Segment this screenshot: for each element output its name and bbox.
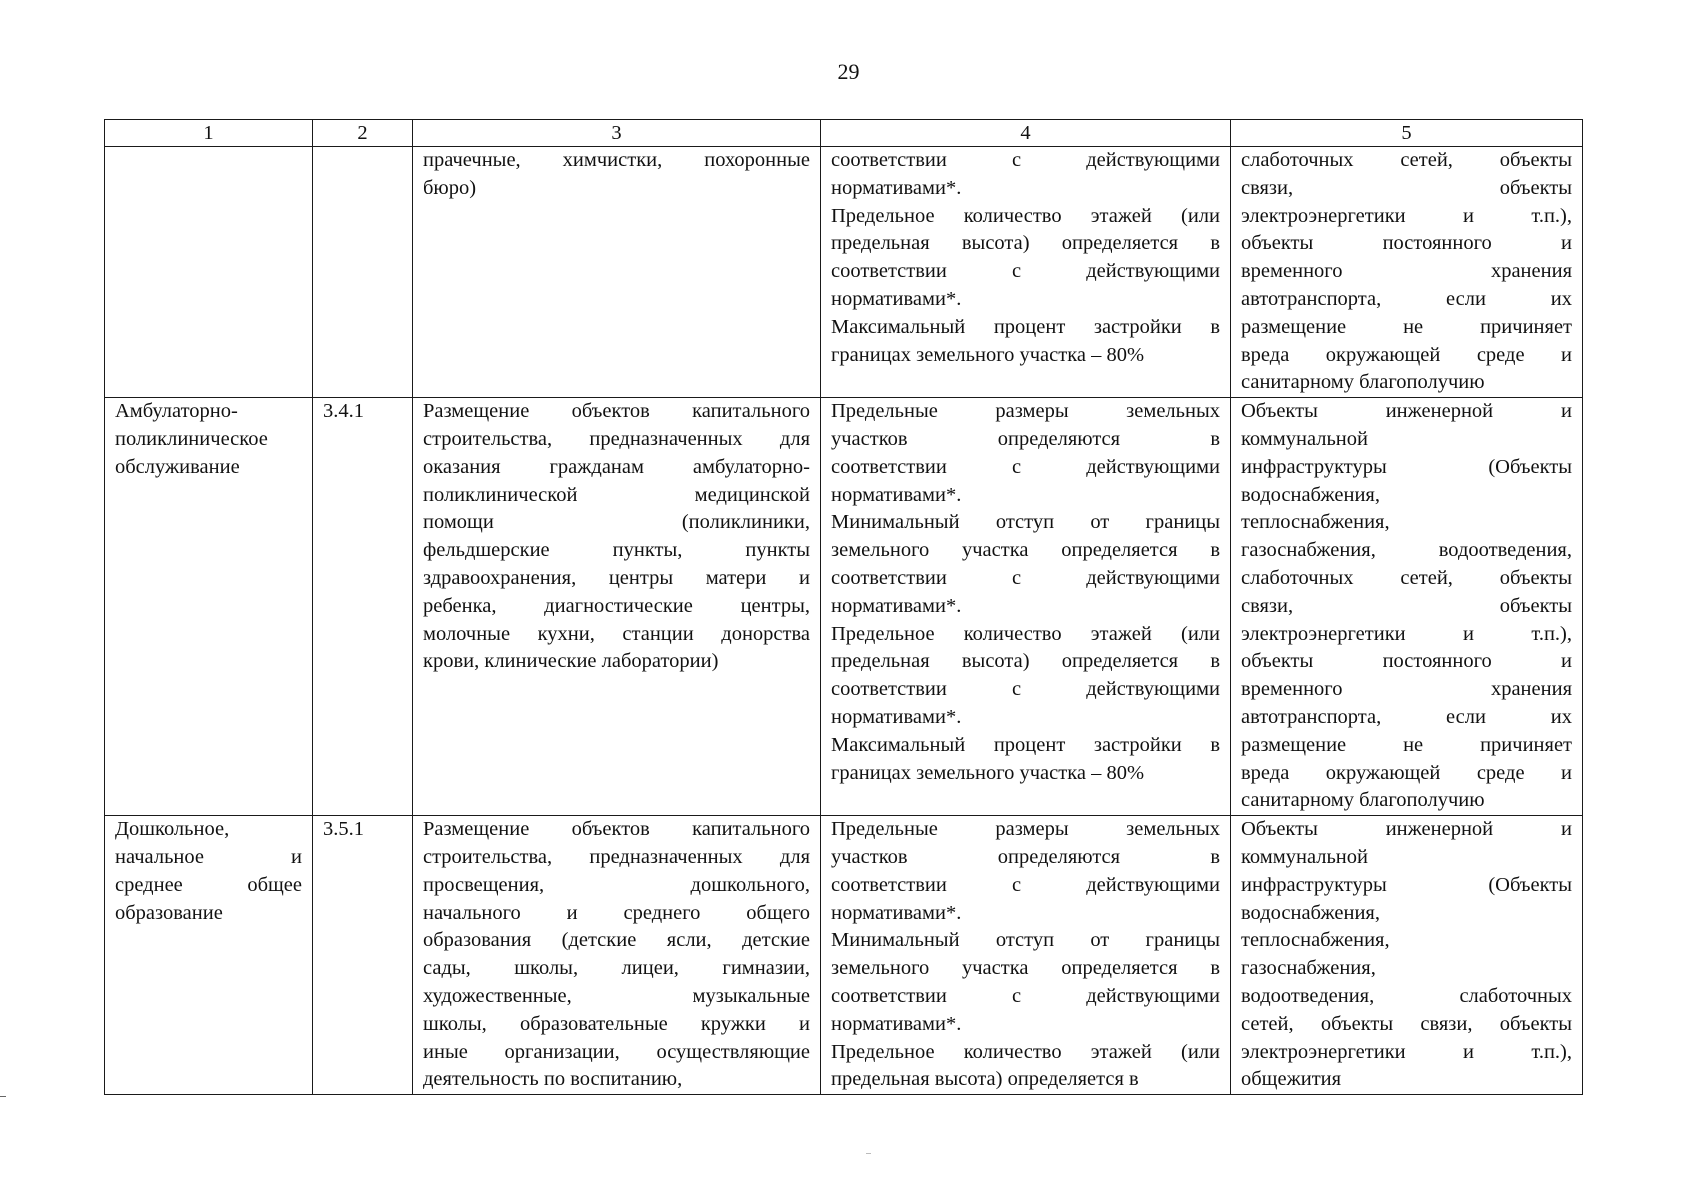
- cell-auxiliary-uses: [1231, 398, 1583, 816]
- text-line: здравоохранения, центры матери и: [423, 566, 810, 589]
- cell-use-description: [413, 147, 821, 398]
- text-line: слаботочных сетей, объекты: [1241, 566, 1572, 589]
- text-line: фельдшерские пункты, пункты: [423, 539, 810, 562]
- text-line: Максимальный процент застройки в: [831, 315, 1220, 338]
- text-line: предельная высота) определяется в: [831, 650, 1220, 673]
- text-line: газоснабжения, водоотведения,: [1241, 539, 1572, 562]
- column-header-3: 3: [413, 120, 821, 147]
- cell-use-description: [413, 398, 821, 816]
- text-line: соответствии с действующими: [831, 873, 1220, 896]
- text-line: поликлинической медицинской: [423, 483, 810, 506]
- text-line: начального и среднего общего: [423, 901, 810, 924]
- text-line: водоснабжения,: [1241, 901, 1380, 924]
- text-line: Объекты инженерной и: [1241, 400, 1572, 423]
- text-line: автотранспорта, если их: [1241, 287, 1572, 310]
- text-line: земельного участка определяется в: [831, 539, 1220, 562]
- text-line: нормативами*.: [831, 705, 962, 728]
- scan-mark: [866, 1153, 871, 1154]
- text-line: сетей, объекты связи, объекты: [1241, 1012, 1572, 1035]
- text-line: сады, школы, лицеи, гимназии,: [423, 957, 810, 980]
- text-line: временного хранения: [1241, 678, 1572, 701]
- text-line: просвещения, дошкольного,: [423, 873, 810, 896]
- text-line: вреда окружающей среде и: [1241, 343, 1572, 366]
- cell-auxiliary-uses: [1231, 816, 1583, 1095]
- text-line: художественные, музыкальные: [423, 984, 810, 1007]
- column-header-2: 2: [313, 120, 413, 147]
- text-line: соответствии с действующими: [831, 678, 1220, 701]
- text-line: инфраструктуры (Объекты: [1241, 873, 1572, 896]
- page-number: 29: [837, 59, 860, 84]
- text-line: среднее общее: [115, 873, 302, 896]
- table-row: [105, 398, 1583, 816]
- text-line: общежития: [1241, 1068, 1342, 1091]
- text-line: деятельность по воспитанию,: [423, 1068, 683, 1091]
- text-line: водоснабжения,: [1241, 483, 1380, 506]
- cell-use-name: [105, 147, 313, 398]
- text-line: объекты постоянного и: [1241, 232, 1572, 255]
- column-header-5: 5: [1231, 120, 1583, 147]
- cell-parameters: [821, 816, 1231, 1095]
- text-line: санитарному благополучию: [1241, 789, 1485, 812]
- table-row: [105, 816, 1583, 1095]
- table-row: [105, 147, 1583, 398]
- text-line: нормативами*.: [831, 176, 962, 199]
- text-line: Размещение объектов капитального: [423, 400, 810, 423]
- text-line: объекты постоянного и: [1241, 650, 1572, 673]
- text-line: автотранспорта, если их: [1241, 705, 1572, 728]
- text-line: соответствии с действующими: [831, 566, 1220, 589]
- text-line: предельная высота) определяется в: [831, 232, 1220, 255]
- text-line: ребенка, диагностические центры,: [423, 594, 810, 617]
- text-line: Размещение объектов капитального: [423, 818, 810, 841]
- text-line: строительства, предназначенных для: [423, 427, 810, 450]
- text-line: соответствии с действующими: [831, 260, 1220, 283]
- text-line: предельная высота) определяется в: [831, 1068, 1139, 1091]
- text-line: коммунальной: [1241, 845, 1368, 868]
- text-line: прачечные, химчистки, похоронные: [423, 149, 810, 171]
- cell-use-name: [105, 398, 313, 816]
- text-line: Максимальный процент застройки в: [831, 733, 1220, 756]
- text-line: крови, клинические лаборатории): [423, 650, 719, 673]
- cell-auxiliary-uses: [1231, 147, 1583, 398]
- land-use-table: [104, 119, 1583, 1095]
- text-line: иные организации, осуществляющие: [423, 1040, 810, 1063]
- text-line: нормативами*.: [831, 901, 962, 924]
- cell-parameters: [821, 147, 1231, 398]
- text-line: соответствии с действующими: [831, 149, 1220, 171]
- text-line: строительства, предназначенных для: [423, 845, 810, 868]
- text-line: бюро): [423, 176, 477, 199]
- text-line: Дошкольное,: [115, 818, 230, 841]
- column-header-1: 1: [105, 120, 313, 147]
- cell-use-description: [413, 816, 821, 1095]
- cell-use-code: 3.5.1: [313, 816, 413, 1095]
- text-line: Предельное количество этажей (или: [831, 622, 1220, 645]
- text-line: соответствии с действующими: [831, 455, 1220, 478]
- text-line: нормативами*.: [831, 594, 962, 617]
- text-line: санитарному благополучию: [1241, 371, 1485, 394]
- text-line: Амбулаторно-: [115, 400, 238, 423]
- text-line: соответствии с действующими: [831, 984, 1220, 1007]
- text-line: нормативами*.: [831, 1012, 962, 1035]
- text-line: электроэнергетики и т.п.),: [1241, 204, 1572, 227]
- text-line: электроэнергетики и т.п.),: [1241, 622, 1572, 645]
- text-line: газоснабжения,: [1241, 957, 1376, 980]
- text-line: водоотведения, слаботочных: [1241, 984, 1572, 1007]
- table-header-row: [105, 120, 1583, 147]
- text-line: размещение не причиняет: [1241, 733, 1572, 756]
- text-line: вреда окружающей среде и: [1241, 761, 1572, 784]
- text-line: обслуживание: [115, 455, 240, 478]
- text-line: слаботочных сетей, объекты: [1241, 149, 1572, 171]
- text-line: поликлиническое: [115, 427, 268, 450]
- text-line: размещение не причиняет: [1241, 315, 1572, 338]
- text-line: участков определяются в: [831, 845, 1220, 868]
- text-line: электроэнергетики и т.п.),: [1241, 1040, 1572, 1063]
- text-line: инфраструктуры (Объекты: [1241, 455, 1572, 478]
- cell-parameters: [821, 398, 1231, 816]
- text-line: Предельные размеры земельных: [831, 818, 1220, 841]
- text-line: границах земельного участка – 80%: [831, 343, 1145, 366]
- text-line: нормативами*.: [831, 287, 962, 310]
- text-line: земельного участка определяется в: [831, 957, 1220, 980]
- text-line: оказания гражданам амбулаторно-: [423, 455, 810, 478]
- column-header-4: 4: [821, 120, 1231, 147]
- text-line: участков определяются в: [831, 427, 1220, 450]
- text-line: теплоснабжения,: [1241, 929, 1390, 952]
- text-line: образование: [115, 901, 223, 924]
- text-line: молочные кухни, станции донорства: [423, 622, 810, 645]
- text-line: Предельное количество этажей (или: [831, 1040, 1220, 1063]
- text-line: теплоснабжения,: [1241, 511, 1390, 534]
- text-line: Предельное количество этажей (или: [831, 204, 1220, 227]
- cell-use-name: [105, 816, 313, 1095]
- cell-use-code: [313, 147, 413, 398]
- text-line: помощи (поликлиники,: [423, 511, 810, 534]
- text-line: образования (детские ясли, детские: [423, 929, 810, 952]
- text-line: Объекты инженерной и: [1241, 818, 1572, 841]
- text-line: границах земельного участка – 80%: [831, 761, 1145, 784]
- text-line: Минимальный отступ от границы: [831, 929, 1220, 952]
- text-line: школы, образовательные кружки и: [423, 1012, 810, 1035]
- text-line: связи, объекты: [1241, 594, 1572, 617]
- cell-use-code: 3.4.1: [313, 398, 413, 816]
- text-line: Минимальный отступ от границы: [831, 511, 1220, 534]
- text-line: коммунальной: [1241, 427, 1368, 450]
- margin-mark: [0, 1096, 6, 1097]
- text-line: нормативами*.: [831, 483, 962, 506]
- text-line: временного хранения: [1241, 260, 1572, 283]
- text-line: связи, объекты: [1241, 176, 1572, 199]
- text-line: Предельные размеры земельных: [831, 400, 1220, 423]
- text-line: начальное и: [115, 845, 302, 868]
